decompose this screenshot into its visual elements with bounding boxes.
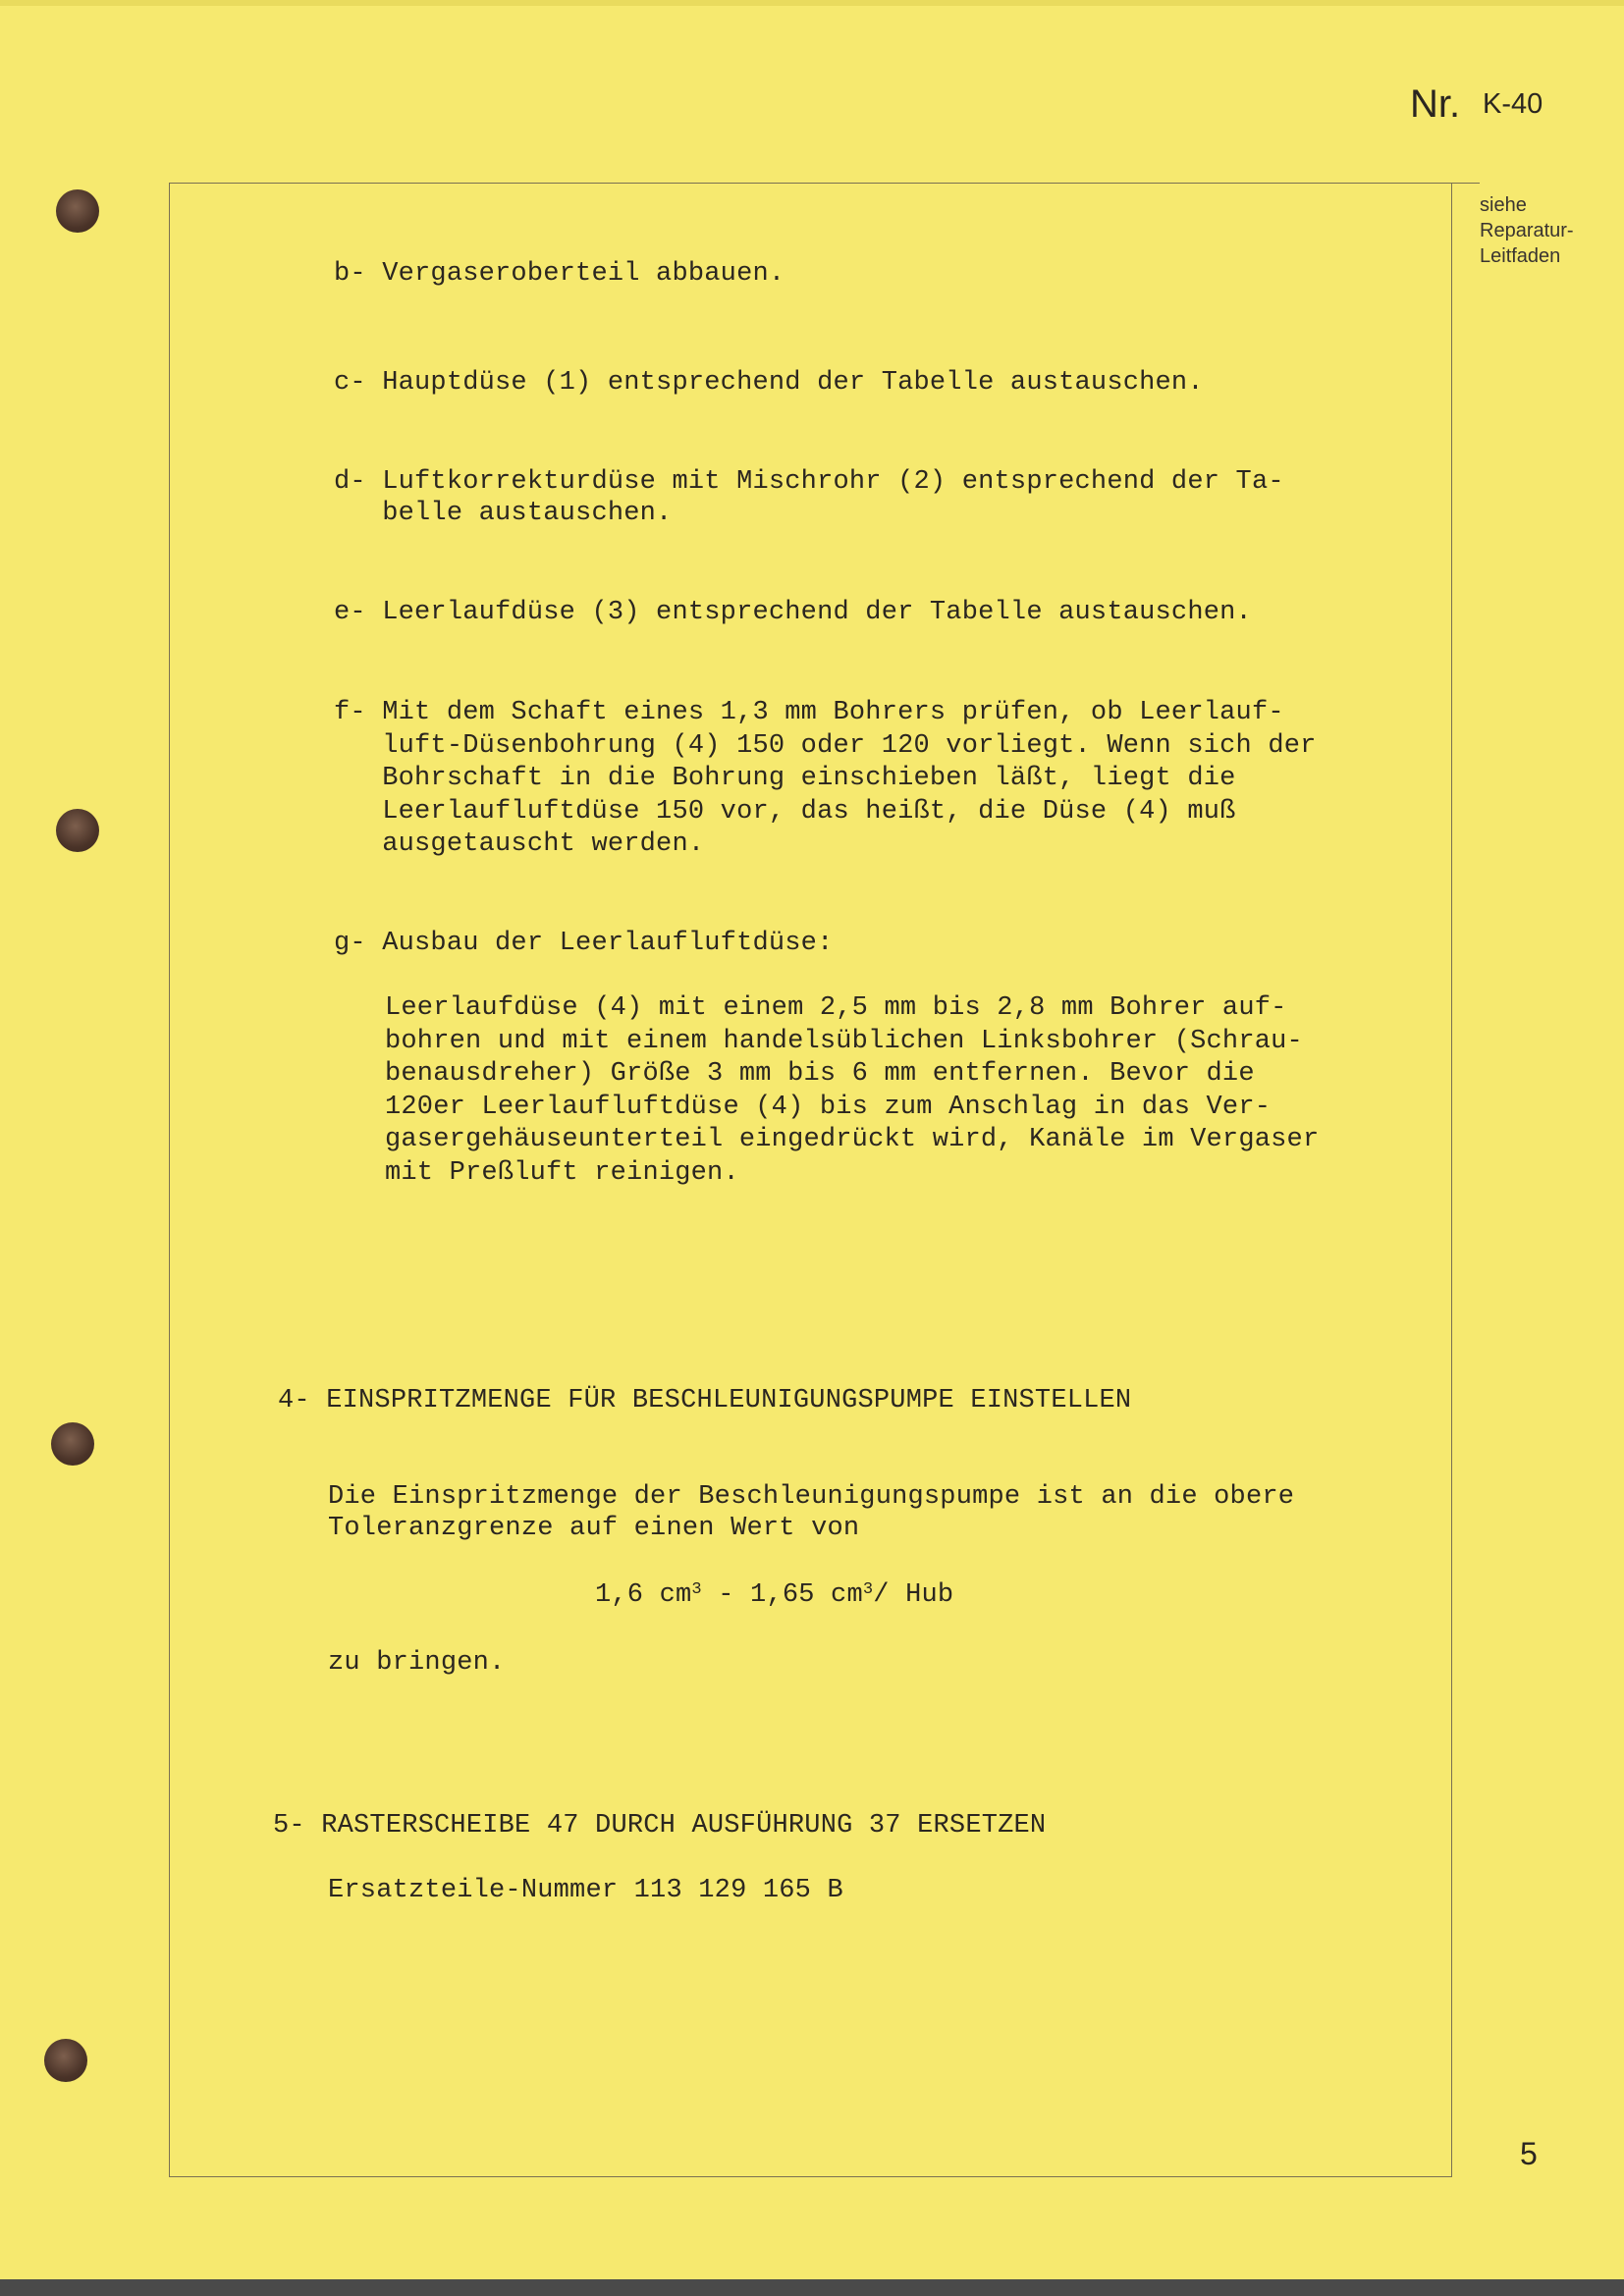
- section-4-body-line: Die Einspritzmenge der Beschleunigungspumpe ist an die obere: [328, 1482, 1295, 1512]
- step-b: b- Vergaseroberteil abbauen.: [334, 259, 785, 289]
- page-number: 5: [1520, 2136, 1538, 2171]
- step-g-line: Leerlaufdüse (4) mit einem 2,5 mm bis 2,8 mm Bohrer auf-: [385, 993, 1287, 1023]
- step-g-title: g- Ausbau der Leerlaufluftdüse:: [334, 929, 834, 958]
- punch-hole: [51, 1422, 94, 1466]
- step-g-line: bohren und mit einem handelsüblichen Linksbohrer (Schrau-: [385, 1027, 1303, 1056]
- step-d-line: d- Luftkorrekturdüse mit Mischrohr (2) entsprechend der Ta-: [334, 467, 1284, 497]
- document-number-value: K-40: [1483, 88, 1543, 120]
- side-note-line: Reparatur-: [1480, 220, 1574, 241]
- step-f-line: ausgetauscht werden.: [334, 829, 705, 859]
- step-c: c- Hauptdüse (1) entsprechend der Tabelle austauschen.: [334, 368, 1204, 398]
- part-number: Ersatzteile-Nummer 113 129 165 B: [328, 1876, 843, 1905]
- punch-hole: [44, 2039, 87, 2082]
- step-e: e- Leerlaufdüse (3) entsprechend der Tabelle austauschen.: [334, 598, 1252, 627]
- step-f-line: luft-Düsenbohrung (4) 150 oder 120 vorliegt. Wenn sich der: [334, 731, 1317, 761]
- step-g-line: benausdreher) Größe 3 mm bis 6 mm entfernen. Bevor die: [385, 1059, 1255, 1089]
- section-5-heading: 5- RASTERSCHEIBE 47 DURCH AUSFÜHRUNG 37 ERSETZEN: [273, 1811, 1047, 1841]
- side-note: [1480, 192, 1574, 269]
- step-g-line: 120er Leerlaufluftdüse (4) bis zum Anschlag in das Ver-: [385, 1093, 1272, 1122]
- formula-exponent: 3: [862, 1580, 874, 1599]
- injection-volume-formula: [595, 1578, 953, 1613]
- formula-part: - 1,65 cm: [701, 1580, 863, 1610]
- page-top-edge: [0, 0, 1624, 6]
- page-bottom-edge: [0, 2279, 1624, 2296]
- section-4-body-line: Toleranzgrenze auf einen Wert von: [328, 1514, 860, 1543]
- punch-hole: [56, 189, 99, 233]
- side-note-line: siehe: [1480, 194, 1527, 216]
- punch-hole: [56, 809, 99, 852]
- formula-exponent: 3: [691, 1580, 702, 1599]
- step-d-line: belle austauschen.: [334, 499, 673, 528]
- section-4-heading: 4- EINSPRITZMENGE FÜR BESCHLEUNIGUNGSPUMPE EINSTELLEN: [278, 1386, 1132, 1415]
- step-f-line: Leerlaufluftdüse 150 vor, das heißt, die Düse (4) muß: [334, 797, 1236, 827]
- step-f-line: Bohrschaft in die Bohrung einschieben läßt, liegt die: [334, 764, 1236, 793]
- section-4-closing: zu bringen.: [328, 1648, 506, 1678]
- formula-part: / Hub: [873, 1580, 954, 1610]
- step-g-line: gasergehäuseunterteil eingedrückt wird, Kanäle im Vergaser: [385, 1125, 1320, 1154]
- document-number-label: Nr.: [1410, 82, 1461, 126]
- step-f-line: f- Mit dem Schaft eines 1,3 mm Bohrers prüfen, ob Leerlauf-: [334, 698, 1284, 727]
- side-note-line: Leitfaden: [1480, 245, 1561, 267]
- formula-part: 1,6 cm: [595, 1580, 692, 1610]
- margin-rule: [1450, 183, 1480, 184]
- step-g-line: mit Preßluft reinigen.: [385, 1158, 739, 1188]
